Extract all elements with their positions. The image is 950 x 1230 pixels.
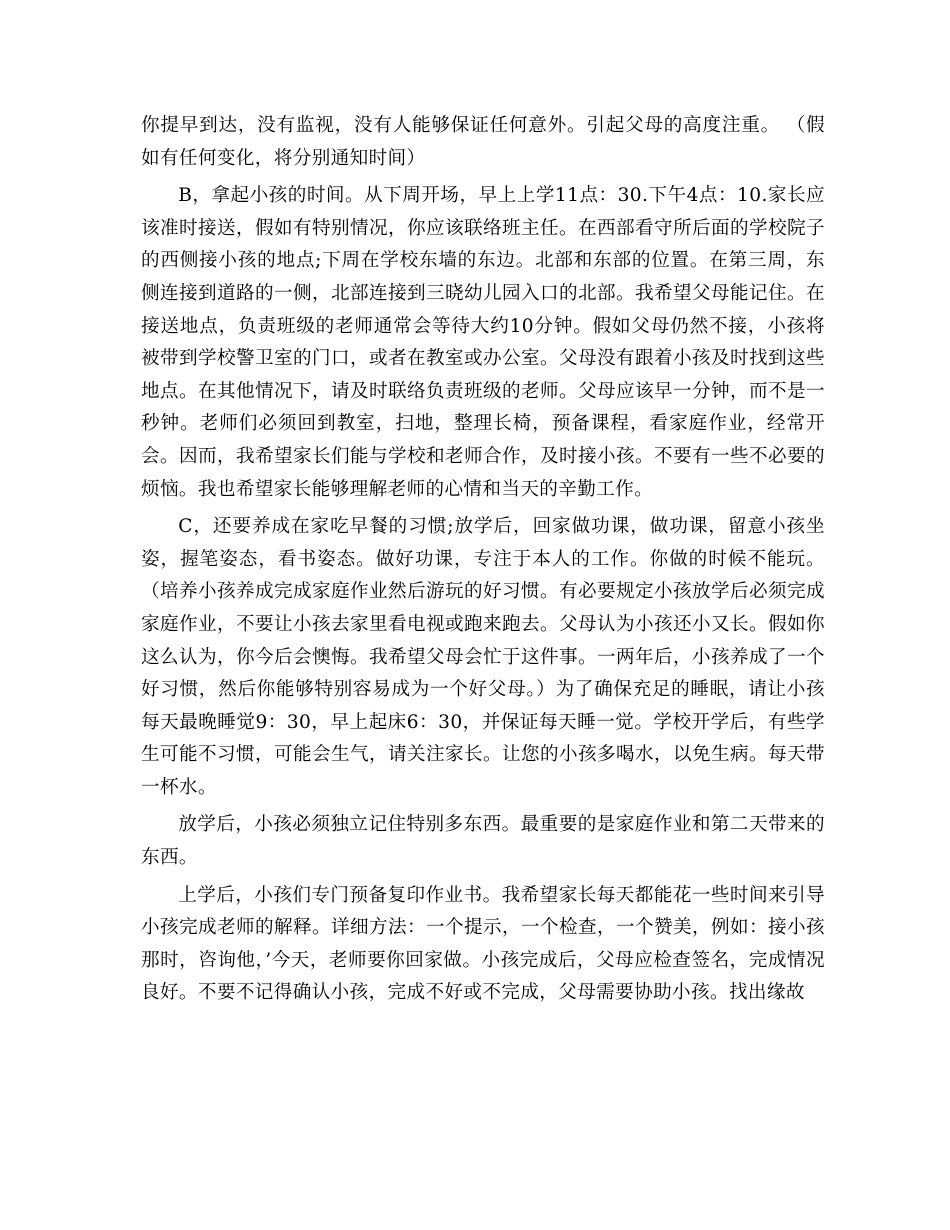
paragraph-3: C，还要养成在家吃早餐的习惯;放学后，回家做功课，做功课，留意小孩坐姿，握笔姿态，看书姿态。做好功课，专注于本人的工作。你做的时候不能玩。 （培养小孩养成完成家庭作业然后游玩的好习惯。有必要规定小孩放学后必须完成家庭作业，不要让小孩去家里看电视或跑来跑去。父母认为小孩还小又长。假如你这么认为，你今后会懊悔。我希望父母会忙于这件事。一两年后，小孩养成了一个好习惯，然后你能够特别容易成为一个好父母。）为了确保充足的睡眠，请让小孩每天最晚睡觉9：30，早上起床6：30，并保证每天睡一觉。学校开学后，有些学生可能不习惯，可能会生气，请关注家长。让您的小孩多喝水，以免生病。每天带一杯水。 [141, 516, 825, 798]
document-body [141, 110, 825, 1015]
paragraph-2: B，拿起小孩的时间。从下周开场，早上上学11点：30.下午4点：10.家长应该准时接送，假如有特别情况，你应该联络班主任。在西部看守所后面的学校院子的西侧接小孩的地点;下周在学校东墙的东边。北部和东部的位置。在第三周，东侧连接到道路的一侧，北部连接到三晓幼儿园入口的北部。我希望父母能记住。在接送地点，负责班级的老师通常会等待大约10分钟。假如父母仍然不接，小孩将被带到学校警卫室的门口，或者在教室或办公室。父母没有跟着小孩及时找到这些地点。在其他情况下，请及时联络负责班级的老师。父母应该早一分钟，而不是一秒钟。老师们必须回到教室，扫地，整理长椅，预备课程，看家庭作业，经常开会。因而，我希望家长们能与学校和老师合作，及时接小孩。不要有一些不必要的烦恼。我也希望家长能够理解老师的心情和当天的辛勤工作。 [141, 185, 825, 500]
paragraph-4: 放学后，小孩必须独立记住特别多东西。最重要的是家庭作业和第二天带来的东西。 [141, 814, 825, 869]
paragraph-5: 上学后，小孩们专门预备复印作业书。我希望家长每天都能花一些时间来引导小孩完成老师的解释。详细方法：一个提示，一个检查，一个赞美，例如：接小孩那时，咨询他，’今天，老师要你回家做。小孩完成后，父母应检查签名，完成情况良好。不要不记得确认小孩，完成不好或不完成，父母需要协助小孩。找出缘故 [141, 884, 825, 1004]
paragraph-1: 你提早到达，没有监视，没有人能够保证任何意外。引起父母的高度注重。 （假如有任何变化，将分别通知时间） [141, 115, 825, 169]
